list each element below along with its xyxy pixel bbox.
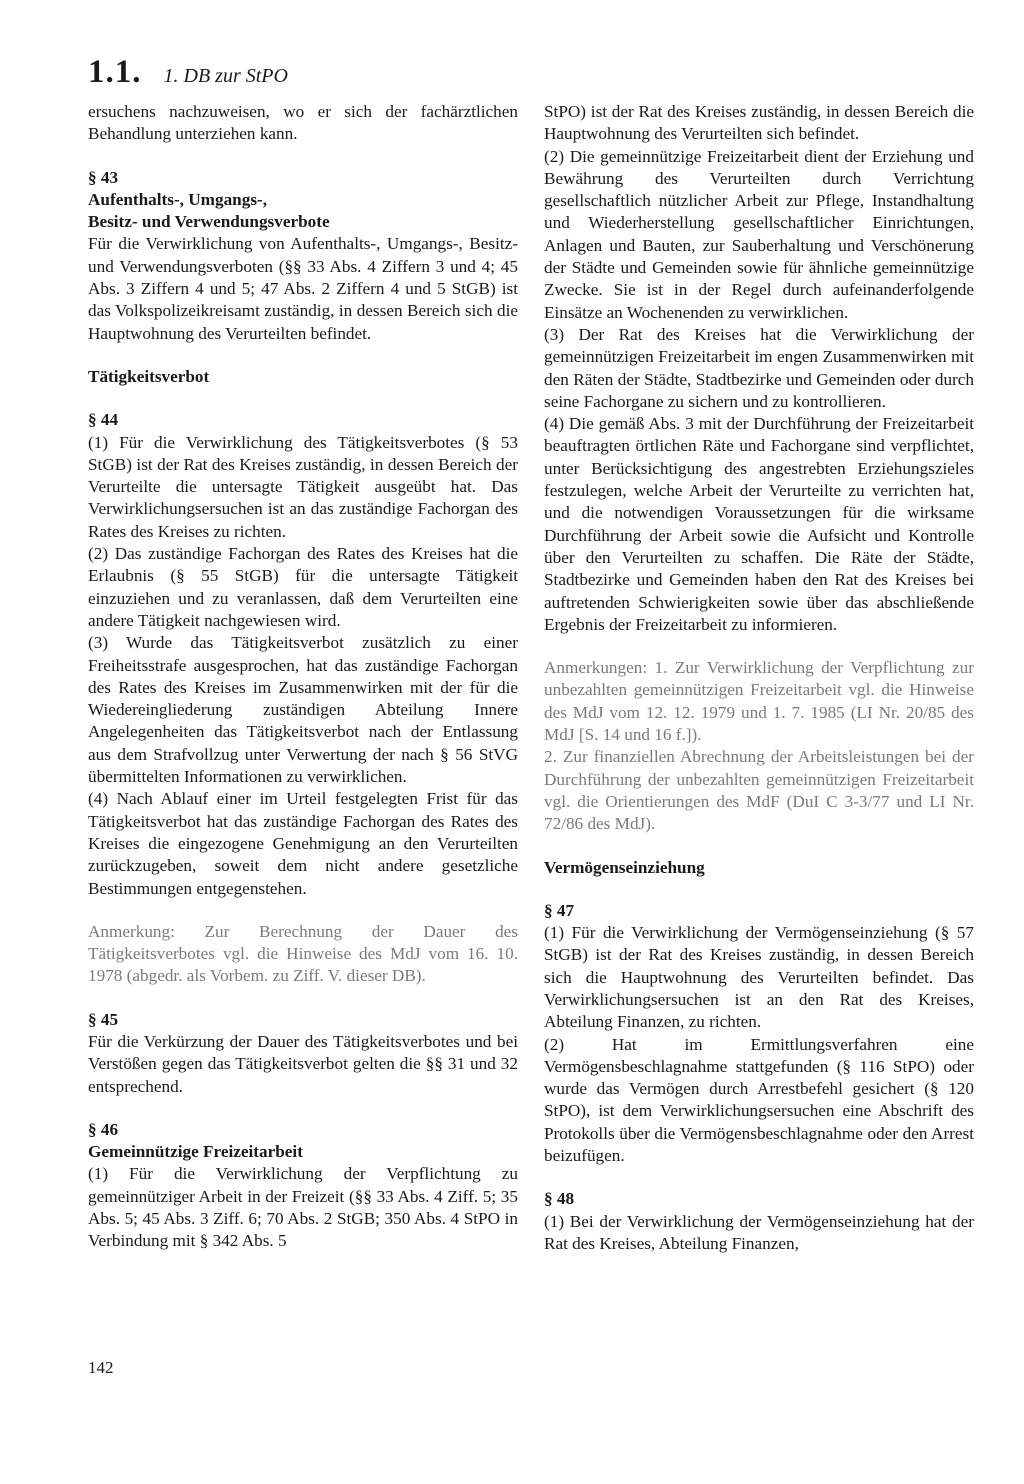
section-44-paragraph-4: (4) Nach Ablauf einer im Urteil festgelegten Frist für das Tätigkeitsverbot hat das zuständige Fachorgan des Rates des Kreises die eingezogene Genehmigung an den Verurteilten zurückzugeben, soweit dem nicht andere gesetzliche Bestimmungen entgegenstehen.: [88, 789, 518, 898]
section-46-paragraph-3: (3) Der Rat des Kreises hat die Verwirklichung der gemeinnützigen Freizeitarbeit im engen Zusammenwirken mit den Räten der Städte, Stadtbezirke und Gemeinden oder durch seine Fachorgane zu sichern und zu kontrollieren.: [544, 324, 974, 411]
section-46-paragraph-1-continued: StPO) ist der Rat des Kreises zuständig, in dessen Bereich die Hauptwohnung des Verurteilten sich befindet.: [544, 102, 974, 144]
page-header: [88, 54, 288, 91]
intro-paragraph: ersuchens nachzuweisen, wo er sich der fachärztlichen Behandlung unterziehen kann.: [88, 102, 518, 144]
section-46-title: Gemeinnützige Freizeitarbeit: [88, 1142, 303, 1162]
section-43-title-line1: Aufenthalts-, Umgangs-,: [88, 189, 268, 209]
section-44-paragraph-3: (3) Wurde das Tätigkeitsverbot zusätzlich zu einer Freiheitsstrafe ausgesprochen, hat das zuständige Fachorgan des Rates des Kreises im Zusammenwirken mit der für die Wiedereingliederung zuständigen Abteilung Innere Angelegenheiten das Tätigkeitsverbot nach der Entlassung aus dem Strafvollzug unter Verwertung der nach § 56 StVG übermittelten Informationen zu verwirklichen.: [88, 633, 518, 787]
note-text: Anmerkung: Zur Berechnung der Dauer des Tätigkeitsverbotes vgl. die Hinweise des MdJ vom 16. 10. 1978 (abgedr. als Vorbem. zu Ziff. V. dieser DB).: [88, 921, 518, 986]
document-title: 1. DB zur StPO: [163, 65, 288, 87]
section-43-title-line2: Besitz- und Verwendungsverbote: [88, 212, 330, 232]
section-44-paragraph-1: (1) Für die Verwirklichung des Tätigkeitsverbotes (§ 53 StGB) ist der Rat des Kreises zuständig, in dessen Bereich der Verurteilte die untersagte Tätigkeit ausgeübt hat. Das Verwirklichungsersuchen ist an das zuständige Fachorgan des Rates des Kreises zu richten.: [88, 432, 518, 541]
page-number: 142: [88, 1358, 114, 1377]
heading-taetigkeitsverbot: Tätigkeitsverbot: [88, 366, 210, 386]
section-46-paragraph-2: (2) Die gemeinnützige Freizeitarbeit dient der Erziehung und Bewährung des Verurteilten durch Verrichtung gesellschaftlich nützlicher Arbeit zur Pflege, Instandhaltung und Wiederherstellung gesellschaftlicher Einrichtungen, Anlagen und Bauten, zur Sauberhaltung und Verschönerung der Städte und Gemeinden sowie für ähnliche gemeinnützige Zwecke. Sie ist in der Regel durch aufeinanderfolgende Einsätze an Wochenenden zu verwirklichen.: [544, 146, 974, 322]
heading-vermoegenseinziehung: Vermögenseinziehung: [544, 857, 705, 877]
chapter-number: 1.1.: [88, 54, 142, 90]
section-46-paragraph-1: (1) Für die Verwirklichung der Verpflichtung zu gemeinnütziger Arbeit in der Freizeit (§§ 33 Abs. 4 Ziff. 5; 35 Abs. 5; 45 Abs. 3 Ziff. 6; 70 Abs. 2 StGB; 350 Abs. 4 StPO in Verbindung mit § 342 Abs. 5: [88, 1164, 518, 1251]
left-column: [88, 101, 518, 1253]
section-45-number: § 45: [88, 1009, 119, 1029]
section-48-paragraph-1: (1) Bei der Verwirklichung der Vermögenseinziehung hat der Rat des Kreises, Abteilung Finanzen,: [544, 1211, 974, 1253]
section-46-paragraph-4: (4) Die gemäß Abs. 3 mit der Durchführung der Freizeitarbeit beauftragten örtlichen Räte und Fachorgane sind verpflichtet, unter Berücksichtigung des angestrebten Erziehungszieles festzulegen, welche Arbeit der Verurteilte zu verrichten hat, und die notwendigen Voraussetzungen für die wirksame Durchführung der Arbeit sowie die Aufsicht und Kontrolle über den Verurteilten zu schaffen. Die Räte der Städte, Stadtbezirke und Gemeinden haben den Rat des Kreises bei auftretenden Schwierigkeiten sowie über das abschließende Ergebnis der Freizeitarbeit zu informieren.: [544, 414, 974, 634]
section-48-number: § 48: [544, 1189, 575, 1209]
section-47-paragraph-1: (1) Für die Verwirklichung der Vermögenseinziehung (§ 57 StGB) ist der Rat des Kreises zuständig, in dessen Bereich sich die Hauptwohnung des Verurteilten befindet. Das Verwirklichungsersuchen ist an den Rat des Kreises, Abteilung Finanzen, zu richten.: [544, 923, 974, 1032]
note-item-1: Anmerkungen: 1. Zur Verwirklichung der Verpflichtung zur unbezahlten gemeinnützigen Freizeitarbeit vgl. die Hinweise des MdJ vom 12. 12. 1979 und 1. 7. 1985 (LI Nr. 20/85 des MdJ [S. 14 und 16 f.]).: [544, 658, 974, 745]
section-44-number: § 44: [88, 410, 119, 430]
note-taetigkeitsverbot: [88, 921, 518, 988]
note-freizeitarbeit: [544, 657, 974, 835]
section-44-paragraph-2: (2) Das zuständige Fachorgan des Rates des Kreises hat die Erlaubnis (§ 55 StGB) für die untersagte Tätigkeit einzuziehen und zu veranlassen, daß dem Verurteilten eine andere Tätigkeit nachgewiesen wird.: [88, 544, 518, 630]
section-45-text: Für die Verkürzung der Dauer des Tätigkeitsverbotes und bei Verstößen gegen das Tätigkeitsverbot gelten die §§ 31 und 32 entsprechend.: [88, 1031, 518, 1096]
section-43-text: Für die Verwirklichung von Aufenthalts-, Umgangs-, Besitz- und Verwendungsverboten (§§ 33 Abs. 4 Ziffern 3 und 4; 45 Abs. 3 Ziffern 4 und 5; 47 Abs. 2 Ziffern 4 und 5 StGB) ist das Volkspolizeikreisamt zuständig, in dessen Bereich sich die Hauptwohnung des Verurteilten befindet.: [88, 234, 518, 343]
section-43-number: § 43: [88, 167, 119, 187]
section-47-number: § 47: [544, 900, 575, 920]
note-item-2: 2. Zur finanziellen Abrechnung der Arbeitsleistungen bei der Durchführung der unbezahlten gemeinnützigen Freizeitarbeit vgl. die Orientierungen des MdF (DuI C 3-3/77 und LI Nr. 72/86 des MdJ).: [544, 747, 974, 834]
right-column: [544, 101, 974, 1255]
section-47-paragraph-2: (2) Hat im Ermittlungsverfahren eine Vermögensbeschlagnahme stattgefunden (§ 116 StPO) oder wurde das Vermögen durch Arrestbefehl gesichert (§ 120 StPO), ist dem Verwirklichungsersuchen eine Abschrift des Protokolls über die Vermögensbeschlagnahme oder den Arrest beizufügen.: [544, 1034, 974, 1166]
section-46-number: § 46: [88, 1119, 119, 1139]
